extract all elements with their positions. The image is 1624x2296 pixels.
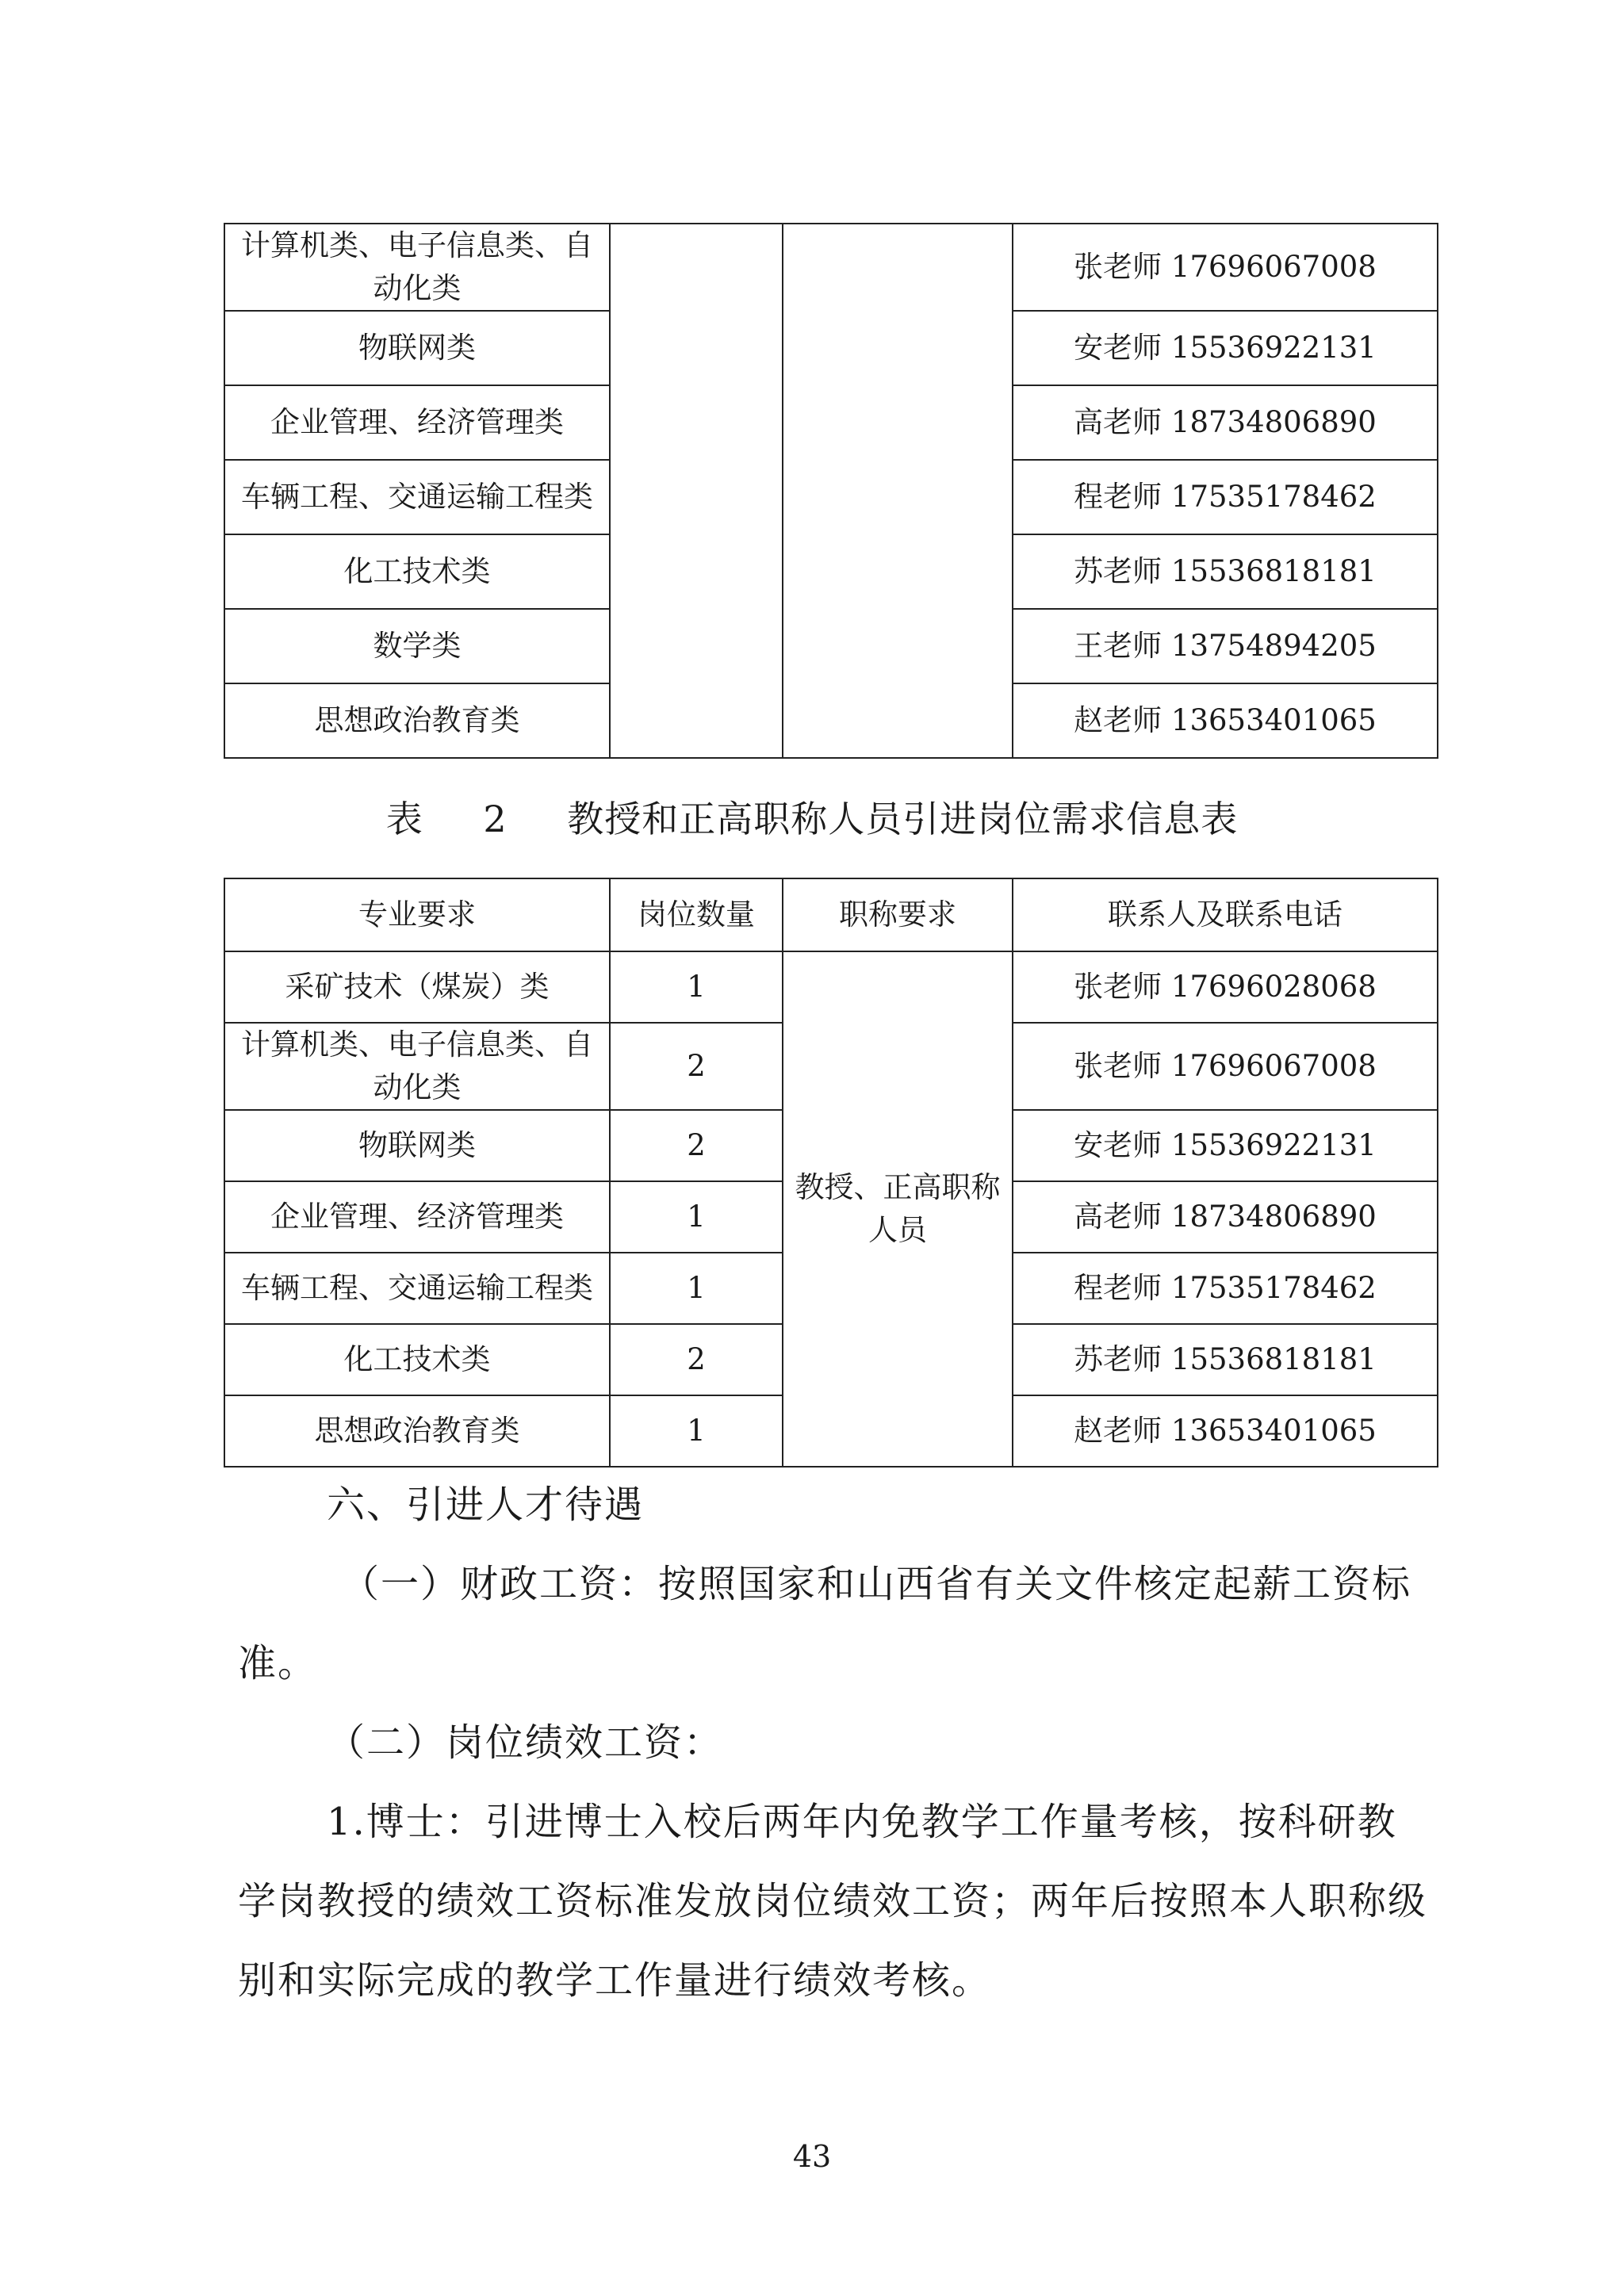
contact-cell: 张老师 17696067008: [1013, 224, 1438, 311]
count-cell: 1: [610, 1253, 783, 1324]
contact-cell: 苏老师 15536818181: [1013, 1324, 1438, 1395]
position-demand-table: [224, 878, 1438, 1468]
count-cell: 1: [610, 1395, 783, 1467]
major-cell: 企业管理、经济管理类: [224, 385, 610, 460]
table-caption: 表 2 教授和正高职称人员引进岗位需求信息表: [385, 798, 1239, 840]
paragraph-doctor-policy: 1.博士：引进博士入校后两年内免教学工作量考核，按科研教学岗教授的绩效工资标准发放岗位绩效工资；两年后按照本人职称级别和实际完成的教学工作量进行绩效考核。: [238, 1800, 1428, 2003]
table-header-row: [224, 878, 1438, 951]
page-number: 43: [792, 2139, 832, 2174]
paragraph-performance-heading: （二）岗位绩效工资：: [327, 1720, 724, 1765]
major-cell: 计算机类、电子信息类、自动化类: [224, 1023, 610, 1110]
count-cell: 2: [610, 1110, 783, 1181]
major-cell: 化工技术类: [224, 534, 610, 609]
major-cell: 数学类: [224, 609, 610, 683]
contact-cell: 赵老师 13653401065: [1013, 683, 1438, 758]
contact-cell: 高老师 18734806890: [1013, 385, 1438, 460]
major-cell: 计算机类、电子信息类、自动化类: [224, 224, 610, 311]
count-cell: 2: [610, 1023, 783, 1110]
major-cell: 采矿技术（煤炭）类: [224, 951, 610, 1023]
table-row: [224, 951, 1438, 1023]
header-major: 专业要求: [224, 878, 610, 951]
table-row: [224, 224, 1438, 311]
header-contact: 联系人及联系电话: [1013, 878, 1438, 951]
paragraph-financial-salary: （一）财政工资：按照国家和山西省有关文件核定起薪工资标准。: [238, 1562, 1412, 1686]
contact-cell: 张老师 17696028068: [1013, 951, 1438, 1023]
major-cell: 思想政治教育类: [224, 1395, 610, 1467]
count-cell: 2: [610, 1324, 783, 1395]
header-count: 岗位数量: [610, 878, 783, 951]
count-cell: 1: [610, 1181, 783, 1253]
contact-cell: 苏老师 15536818181: [1013, 534, 1438, 609]
major-cell: 物联网类: [224, 311, 610, 385]
header-title: 职称要求: [783, 878, 1013, 951]
major-cell: 企业管理、经济管理类: [224, 1181, 610, 1253]
section-heading: 六、引进人才待遇: [327, 1483, 645, 1527]
contact-cell: 王老师 13754894205: [1013, 609, 1438, 683]
major-cell: 化工技术类: [224, 1324, 610, 1395]
contact-cell: 安老师 15536922131: [1013, 1110, 1438, 1181]
contact-cell: 程老师 17535178462: [1013, 460, 1438, 534]
contact-cell: 张老师 17696067008: [1013, 1023, 1438, 1110]
major-cell: 思想政治教育类: [224, 683, 610, 758]
contact-cell: 赵老师 13653401065: [1013, 1395, 1438, 1467]
empty-merged-cell: [783, 224, 1013, 758]
contact-cell: 程老师 17535178462: [1013, 1253, 1438, 1324]
title-requirement-cell: 教授、正高职称人员: [783, 951, 1013, 1467]
major-cell: 车辆工程、交通运输工程类: [224, 460, 610, 534]
contact-cell: 安老师 15536922131: [1013, 311, 1438, 385]
major-cell: 物联网类: [224, 1110, 610, 1181]
major-cell: 车辆工程、交通运输工程类: [224, 1253, 610, 1324]
empty-merged-cell: [610, 224, 783, 758]
table-continuation: [224, 223, 1438, 759]
count-cell: 1: [610, 951, 783, 1023]
contact-cell: 高老师 18734806890: [1013, 1181, 1438, 1253]
